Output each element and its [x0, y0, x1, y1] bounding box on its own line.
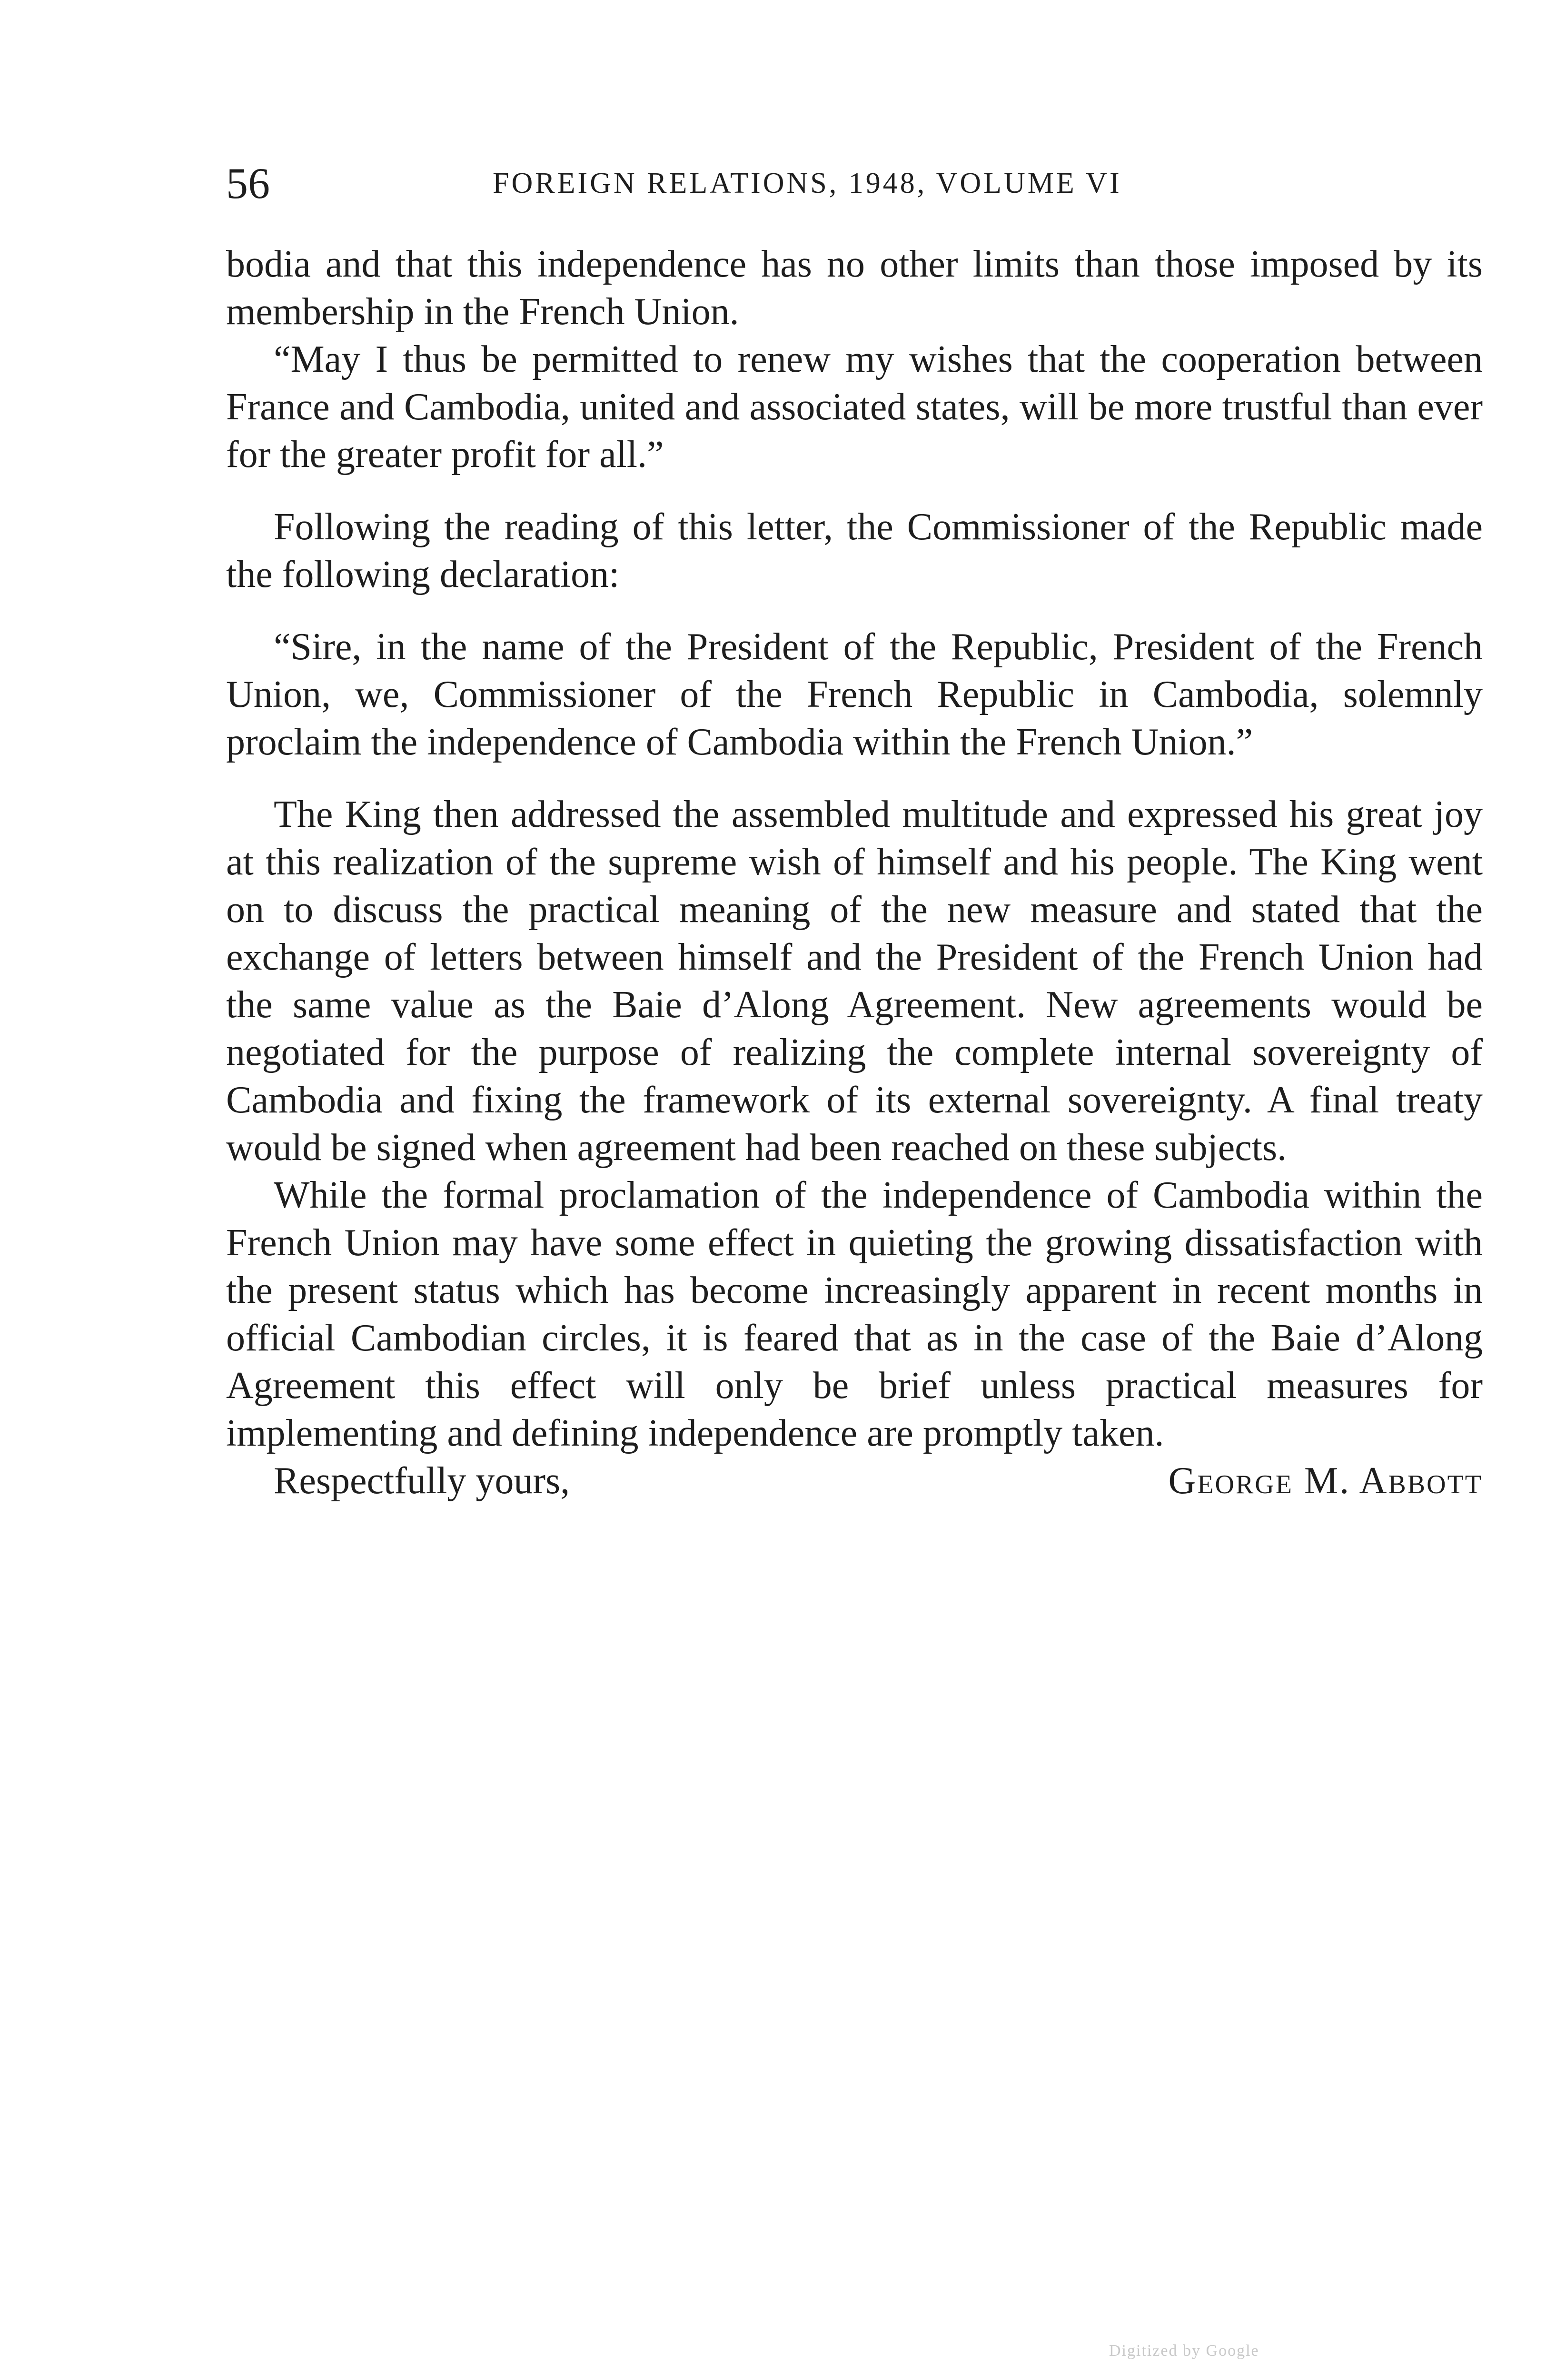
closing-salutation: Respectfully yours,	[274, 1460, 570, 1502]
faint-stamp: Digitized by Google	[1109, 2342, 1259, 2360]
running-title: FOREIGN RELATIONS, 1948, VOLUME VI	[493, 167, 1122, 199]
closing-line	[226, 1457, 1483, 1505]
page-number: 56	[226, 159, 270, 208]
quoted-declaration: “Sire, in the name of the President of the Republic, President of the French Union, we, Commissioner of the French Republic in Cambodia, solemnly proclaim the independence of Cambodia within the French Union.”	[226, 626, 1483, 763]
paragraph: Following the reading of this letter, the Commissioner of the Republic made the following declaration:	[226, 506, 1483, 595]
paragraph-continuation: bodia and that this independence has no other limits than those imposed by its membership in the French Union.	[226, 243, 1483, 333]
paragraph: The King then addressed the assembled multitude and expressed his great joy at this realization of the supreme wish of himself and his people. The King went on to discuss the practical meaning of the new measure and stated that the exchange of letters between himself and the President of the French Union had the same value as the Baie d’Along Agreement. New agreements would be negotiated for the purpose of realizing the complete internal sovereignty of Cambodia and fixing the framework of its external sovereignty. A final treaty would be signed when agreement had been reached on these subjects.	[226, 793, 1483, 1169]
signature: George M. Abbott	[1168, 1460, 1483, 1502]
document-body	[226, 240, 1483, 1505]
page-header	[226, 157, 1483, 209]
quoted-paragraph: “May I thus be permitted to renew my wishes that the cooperation between France and Cambodia, united and associated states, will be more trustful than ever for the greater profit for all.”	[226, 338, 1483, 476]
paragraph: While the formal proclamation of the independence of Cambodia within the French Union may have some effect in quieting the growing dissatisfaction with the present status which has become increasingly apparent in recent months in official Cambodian circles, it is feared that as in the case of the Baie d’Along Agreement this effect will only be brief unless practical measures for implementing and defining independence are promptly taken.	[226, 1174, 1483, 1454]
